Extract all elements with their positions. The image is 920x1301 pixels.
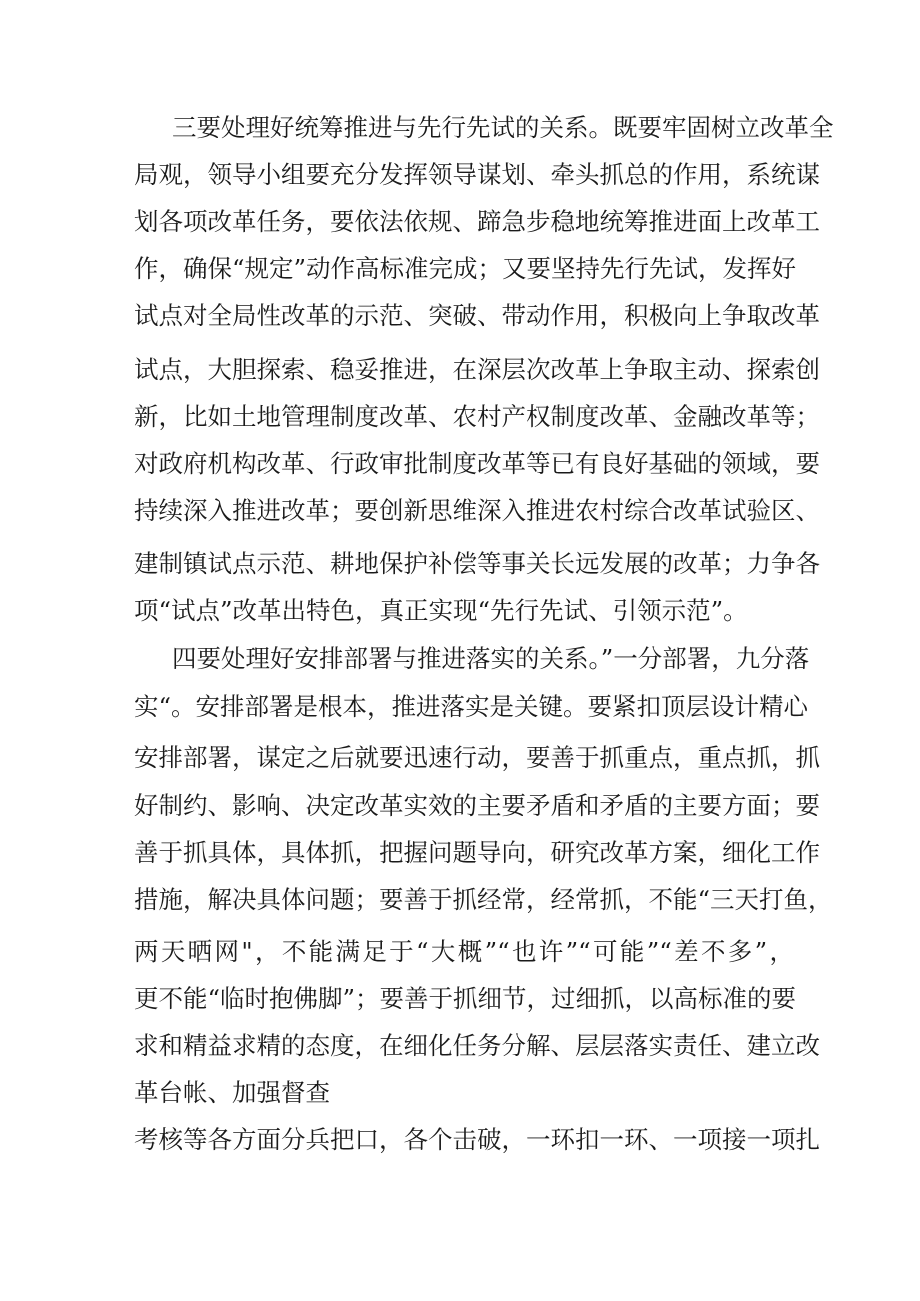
paragraph-4-line-1: 四要处理好安排部署与推进落实的关系。”一分部署，九分落 [172, 644, 810, 673]
paragraph-3-line-4: 作，确保“规定”动作高标准完成；又要坚持先行先试，发挥好 [134, 254, 797, 283]
paragraph-4-line-5: 善于抓具体，具体抓，把握问题导向，研究改革方案，细化工作 [134, 838, 820, 867]
paragraph-3-line-3: 划各项改革任务，要依法依规、蹄急步稳地统筹推进面上改革工 [134, 207, 820, 236]
paragraph-3-line-1: 三要处理好统筹推进与先行先试的关系。既要牢固树立改革全 [172, 113, 834, 142]
paragraph-3-line-8: 对政府机构改革、行政审批制度改革等已有良好基础的领域，要 [134, 449, 820, 478]
paragraph-3-line-5: 试点对全局性改革的示范、突破、带动作用，积极向上争取改革 [134, 301, 820, 330]
paragraph-4-line-9: 求和精益求精的态度，在细化任务分解、层层落实责任、建立改 [134, 1031, 820, 1060]
paragraph-3-line-6: 试点，大胆探索、稳妥推进，在深层次改革上争取主动、探索创 [134, 355, 820, 384]
paragraph-4-line-11: 考核等各方面分兵把口，各个击破，一环扣一环、一项接一项扎 [134, 1125, 820, 1154]
paragraph-3-line-2: 局观，领导小组要充分发挥领导谋划、牵头抓总的作用，系统谋 [134, 160, 820, 189]
paragraph-4-line-8: 更不能“临时抱佛脚”；要善于抓细节，过细抓，以高标准的要 [134, 984, 797, 1013]
paragraph-3-line-9: 持续深入推进改革；要创新思维深入推进农村综合改革试验区、 [134, 496, 820, 525]
paragraph-4-line-2: 实“。安排部署是根本，推进落实是关键。要紧扣顶层设计精心 [134, 692, 809, 721]
paragraph-4-line-6: 措施，解决具体问题；要善于抓经常，经常抓，不能“三天打鱼， [134, 885, 833, 914]
paragraph-4-line-10: 革台帐、加强督查 [134, 1078, 330, 1107]
paragraph-4-line-7: 两天晒网"，不能满足于“大概”“也许”“可能”“差不多”， [134, 937, 794, 966]
paragraph-3-line-7: 新，比如土地管理制度改革、农村产权制度改革、金融改革等； [134, 402, 820, 431]
paragraph-4-line-3: 安排部署，谋定之后就要迅速行动，要善于抓重点，重点抓，抓 [134, 743, 820, 772]
paragraph-4-line-4: 好制约、影响、决定改革实效的主要矛盾和矛盾的主要方面；要 [134, 791, 820, 820]
paragraph-3-line-11: 项“试点”改革出特色，真正实现“先行先试、引领示范”。 [134, 596, 748, 625]
paragraph-3-line-10: 建制镇试点示范、耕地保护补偿等事关长远发展的改革；力争各 [134, 549, 820, 578]
